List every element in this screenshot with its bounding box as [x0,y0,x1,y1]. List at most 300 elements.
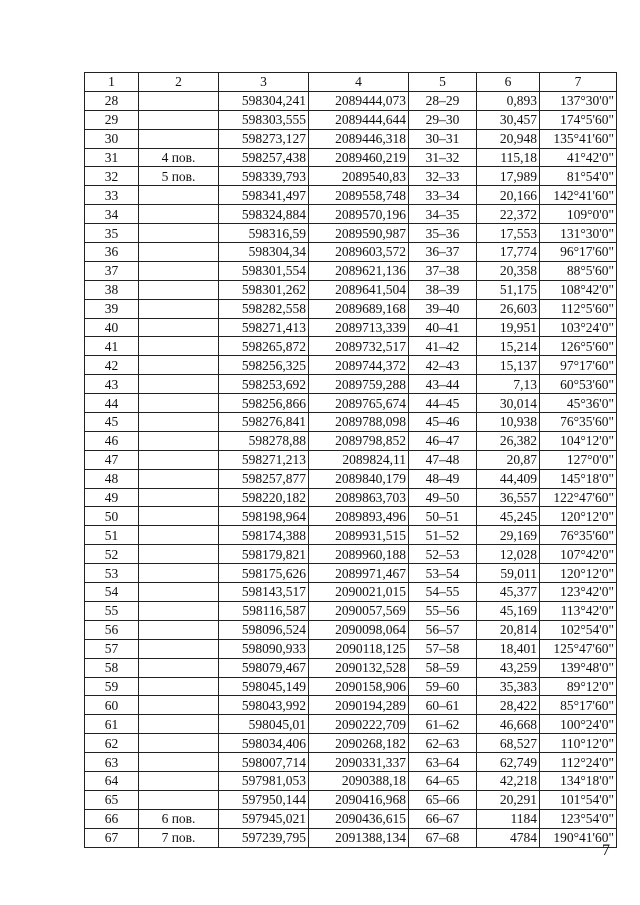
coord-y-cell: 2089960,188 [309,545,409,564]
coord-x-cell: 597950,144 [219,790,309,809]
point-number-cell: 55 [85,601,139,620]
point-number-cell: 34 [85,205,139,224]
segment-length-cell: 36,557 [477,488,540,507]
segment-length-cell: 20,948 [477,129,540,148]
coord-x-cell: 598034,406 [219,734,309,753]
table-row [85,243,617,262]
point-number-cell: 53 [85,564,139,583]
point-number-cell: 46 [85,431,139,450]
point-number-cell: 40 [85,318,139,337]
point-note-cell [139,110,219,129]
point-note-cell [139,753,219,772]
point-note-cell [139,91,219,110]
table-row [85,620,617,639]
point-note-cell [139,677,219,696]
segment-cell: 63–64 [409,753,477,772]
direction-angle-cell: 142°41'60" [540,186,617,205]
direction-angle-cell: 120°12'0" [540,507,617,526]
table-row [85,790,617,809]
point-number-cell: 28 [85,91,139,110]
point-number-cell: 57 [85,639,139,658]
coord-x-cell: 598304,241 [219,91,309,110]
coord-y-cell: 2089744,372 [309,356,409,375]
point-note-cell: 4 пов. [139,148,219,167]
direction-angle-cell: 135°41'60" [540,129,617,148]
direction-angle-cell: 137°30'0" [540,91,617,110]
coord-x-cell: 598143,517 [219,583,309,602]
direction-angle-cell: 88°5'60" [540,261,617,280]
segment-cell: 56–57 [409,620,477,639]
coord-x-cell: 598276,841 [219,413,309,432]
segment-cell: 28–29 [409,91,477,110]
point-note-cell [139,431,219,450]
coordinates-table [84,72,617,848]
segment-length-cell: 17,553 [477,224,540,243]
coord-y-cell: 2089540,83 [309,167,409,186]
point-note-cell [139,129,219,148]
header-cell-3: 3 [219,73,309,92]
coord-x-cell: 598116,587 [219,601,309,620]
table-row [85,583,617,602]
segment-length-cell: 1184 [477,809,540,828]
table-row [85,696,617,715]
coord-x-cell: 597945,021 [219,809,309,828]
segment-length-cell: 20,87 [477,450,540,469]
coord-x-cell: 598324,884 [219,205,309,224]
segment-cell: 45–46 [409,413,477,432]
direction-angle-cell: 112°24'0" [540,753,617,772]
point-note-cell [139,601,219,620]
direction-angle-cell: 104°12'0" [540,431,617,450]
point-note-cell [139,469,219,488]
table-row [85,828,617,847]
coord-y-cell: 2090194,289 [309,696,409,715]
segment-cell: 36–37 [409,243,477,262]
coord-x-cell: 598257,438 [219,148,309,167]
table-row [85,601,617,620]
direction-angle-cell: 190°41'60" [540,828,617,847]
point-note-cell [139,261,219,280]
page-number: 7 [602,842,610,859]
segment-cell: 65–66 [409,790,477,809]
segment-length-cell: 7,13 [477,375,540,394]
point-number-cell: 50 [85,507,139,526]
segment-cell: 57–58 [409,639,477,658]
coord-y-cell: 2090222,709 [309,715,409,734]
coord-x-cell: 598316,59 [219,224,309,243]
coord-y-cell: 2089590,987 [309,224,409,243]
segment-cell: 60–61 [409,696,477,715]
segment-length-cell: 0,893 [477,91,540,110]
point-number-cell: 37 [85,261,139,280]
coord-y-cell: 2090021,015 [309,583,409,602]
point-note-cell [139,545,219,564]
segment-length-cell: 17,774 [477,243,540,262]
direction-angle-cell: 131°30'0" [540,224,617,243]
table-row [85,413,617,432]
point-number-cell: 44 [85,394,139,413]
coord-x-cell: 598256,325 [219,356,309,375]
direction-angle-cell: 76°35'60" [540,413,617,432]
point-number-cell: 47 [85,450,139,469]
segment-length-cell: 30,014 [477,394,540,413]
table-body [85,73,617,848]
segment-cell: 43–44 [409,375,477,394]
point-note-cell [139,186,219,205]
header-cell-7: 7 [540,73,617,92]
point-note-cell [139,583,219,602]
direction-angle-cell: 96°17'60" [540,243,617,262]
point-note-cell: 7 пов. [139,828,219,847]
coord-y-cell: 2089570,196 [309,205,409,224]
point-number-cell: 38 [85,280,139,299]
table-row [85,375,617,394]
point-note-cell [139,620,219,639]
point-number-cell: 65 [85,790,139,809]
point-number-cell: 67 [85,828,139,847]
segment-length-cell: 19,951 [477,318,540,337]
point-number-cell: 49 [85,488,139,507]
segment-length-cell: 45,377 [477,583,540,602]
point-note-cell [139,337,219,356]
segment-cell: 61–62 [409,715,477,734]
point-number-cell: 43 [85,375,139,394]
segment-length-cell: 20,358 [477,261,540,280]
coord-y-cell: 2090331,337 [309,753,409,772]
table-row [85,337,617,356]
segment-length-cell: 45,245 [477,507,540,526]
segment-length-cell: 20,814 [477,620,540,639]
coord-x-cell: 598045,01 [219,715,309,734]
point-note-cell [139,450,219,469]
table-row [85,129,617,148]
table-row [85,280,617,299]
point-number-cell: 52 [85,545,139,564]
direction-angle-cell: 108°42'0" [540,280,617,299]
coord-y-cell: 2090057,569 [309,601,409,620]
point-number-cell: 54 [85,583,139,602]
table-row [85,526,617,545]
segment-length-cell: 20,291 [477,790,540,809]
direction-angle-cell: 76°35'60" [540,526,617,545]
coord-y-cell: 2089824,11 [309,450,409,469]
point-number-cell: 35 [85,224,139,243]
segment-length-cell: 18,401 [477,639,540,658]
segment-cell: 34–35 [409,205,477,224]
segment-cell: 41–42 [409,337,477,356]
coord-y-cell: 2089444,644 [309,110,409,129]
header-cell-2: 2 [139,73,219,92]
table-row [85,809,617,828]
direction-angle-cell: 123°42'0" [540,583,617,602]
segment-length-cell: 15,214 [477,337,540,356]
coord-x-cell: 598278,88 [219,431,309,450]
segment-cell: 30–31 [409,129,477,148]
point-number-cell: 63 [85,753,139,772]
coord-y-cell: 2089840,179 [309,469,409,488]
coord-x-cell: 598265,872 [219,337,309,356]
coord-x-cell: 598253,692 [219,375,309,394]
coord-x-cell: 597981,053 [219,771,309,790]
point-number-cell: 60 [85,696,139,715]
table-row [85,110,617,129]
coord-x-cell: 598303,555 [219,110,309,129]
direction-angle-cell: 107°42'0" [540,545,617,564]
table-row [85,715,617,734]
table-row [85,394,617,413]
direction-angle-cell: 139°48'0" [540,658,617,677]
coord-x-cell: 598174,388 [219,526,309,545]
table-row [85,224,617,243]
segment-length-cell: 30,457 [477,110,540,129]
segment-length-cell: 29,169 [477,526,540,545]
segment-cell: 53–54 [409,564,477,583]
direction-angle-cell: 109°0'0" [540,205,617,224]
coord-x-cell: 598271,213 [219,450,309,469]
table-row [85,318,617,337]
segment-cell: 58–59 [409,658,477,677]
table-row [85,167,617,186]
header-cell-1: 1 [85,73,139,92]
point-number-cell: 61 [85,715,139,734]
segment-cell: 32–33 [409,167,477,186]
segment-length-cell: 44,409 [477,469,540,488]
table-row [85,507,617,526]
segment-length-cell: 26,382 [477,431,540,450]
direction-angle-cell: 113°42'0" [540,601,617,620]
direction-angle-cell: 103°24'0" [540,318,617,337]
direction-angle-cell: 122°47'60" [540,488,617,507]
coord-y-cell: 2090388,18 [309,771,409,790]
coord-x-cell: 598220,182 [219,488,309,507]
coord-y-cell: 2089788,098 [309,413,409,432]
table-row [85,431,617,450]
point-number-cell: 31 [85,148,139,167]
table-row [85,734,617,753]
coord-x-cell: 598007,714 [219,753,309,772]
table-row [85,564,617,583]
point-number-cell: 39 [85,299,139,318]
coord-y-cell: 2089444,073 [309,91,409,110]
direction-angle-cell: 127°0'0" [540,450,617,469]
table-row [85,450,617,469]
coord-x-cell: 598079,467 [219,658,309,677]
table-row [85,356,617,375]
point-number-cell: 45 [85,413,139,432]
coord-x-cell: 598045,149 [219,677,309,696]
coord-y-cell: 2091388,134 [309,828,409,847]
segment-cell: 66–67 [409,809,477,828]
point-number-cell: 30 [85,129,139,148]
table-row [85,545,617,564]
point-note-cell [139,488,219,507]
point-number-cell: 42 [85,356,139,375]
point-note-cell [139,356,219,375]
segment-cell: 44–45 [409,394,477,413]
table-row [85,261,617,280]
segment-cell: 35–36 [409,224,477,243]
segment-length-cell: 46,668 [477,715,540,734]
coord-y-cell: 2089689,168 [309,299,409,318]
segment-length-cell: 26,603 [477,299,540,318]
segment-length-cell: 17,989 [477,167,540,186]
point-note-cell: 6 пов. [139,809,219,828]
table-row [85,205,617,224]
segment-length-cell: 51,175 [477,280,540,299]
segment-cell: 46–47 [409,431,477,450]
coord-x-cell: 598341,497 [219,186,309,205]
point-note-cell [139,413,219,432]
segment-length-cell: 12,028 [477,545,540,564]
point-number-cell: 29 [85,110,139,129]
point-note-cell [139,224,219,243]
coord-x-cell: 598096,524 [219,620,309,639]
coord-x-cell: 598043,992 [219,696,309,715]
point-note-cell [139,526,219,545]
point-note-cell [139,715,219,734]
table-row [85,148,617,167]
direction-angle-cell: 126°5'60" [540,337,617,356]
point-note-cell [139,771,219,790]
segment-length-cell: 20,166 [477,186,540,205]
table-row [85,771,617,790]
coord-y-cell: 2089460,219 [309,148,409,167]
segment-length-cell: 43,259 [477,658,540,677]
coord-y-cell: 2089971,467 [309,564,409,583]
direction-angle-cell: 120°12'0" [540,564,617,583]
segment-cell: 55–56 [409,601,477,620]
direction-angle-cell: 45°36'0" [540,394,617,413]
segment-length-cell: 42,218 [477,771,540,790]
point-note-cell [139,696,219,715]
direction-angle-cell: 110°12'0" [540,734,617,753]
coord-y-cell: 2089621,136 [309,261,409,280]
coord-y-cell: 2089641,504 [309,280,409,299]
segment-length-cell: 35,383 [477,677,540,696]
point-number-cell: 58 [85,658,139,677]
direction-angle-cell: 125°47'60" [540,639,617,658]
coord-x-cell: 598282,558 [219,299,309,318]
point-note-cell: 5 пов. [139,167,219,186]
point-note-cell [139,318,219,337]
table-row [85,469,617,488]
segment-length-cell: 62,749 [477,753,540,772]
coord-x-cell: 598257,877 [219,469,309,488]
segment-length-cell: 28,422 [477,696,540,715]
coord-y-cell: 2090416,968 [309,790,409,809]
segment-length-cell: 45,169 [477,601,540,620]
segment-cell: 51–52 [409,526,477,545]
point-note-cell [139,734,219,753]
point-number-cell: 56 [85,620,139,639]
segment-cell: 50–51 [409,507,477,526]
point-note-cell [139,243,219,262]
segment-length-cell: 22,372 [477,205,540,224]
coord-y-cell: 2090098,064 [309,620,409,639]
coord-y-cell: 2089765,674 [309,394,409,413]
point-number-cell: 66 [85,809,139,828]
segment-cell: 29–30 [409,110,477,129]
segment-cell: 54–55 [409,583,477,602]
coord-x-cell: 597239,795 [219,828,309,847]
segment-cell: 67–68 [409,828,477,847]
direction-angle-cell: 123°54'0" [540,809,617,828]
coord-y-cell: 2089893,496 [309,507,409,526]
coord-x-cell: 598339,793 [219,167,309,186]
coord-y-cell: 2089446,318 [309,129,409,148]
point-number-cell: 41 [85,337,139,356]
table-row [85,488,617,507]
segment-cell: 47–48 [409,450,477,469]
segment-cell: 52–53 [409,545,477,564]
segment-cell: 31–32 [409,148,477,167]
point-number-cell: 51 [85,526,139,545]
coord-x-cell: 598301,554 [219,261,309,280]
table-row [85,639,617,658]
segment-cell: 38–39 [409,280,477,299]
direction-angle-cell: 85°17'60" [540,696,617,715]
segment-length-cell: 4784 [477,828,540,847]
coord-y-cell: 2090268,182 [309,734,409,753]
table-header-row [85,73,617,92]
point-number-cell: 48 [85,469,139,488]
table-row [85,299,617,318]
coord-x-cell: 598198,964 [219,507,309,526]
direction-angle-cell: 134°18'0" [540,771,617,790]
table-row [85,658,617,677]
coord-y-cell: 2089732,517 [309,337,409,356]
coord-y-cell: 2089713,339 [309,318,409,337]
coord-x-cell: 598301,262 [219,280,309,299]
coord-y-cell: 2089558,748 [309,186,409,205]
table-row [85,186,617,205]
coord-y-cell: 2089931,515 [309,526,409,545]
segment-length-cell: 115,18 [477,148,540,167]
direction-angle-cell: 101°54'0" [540,790,617,809]
direction-angle-cell: 102°54'0" [540,620,617,639]
segment-cell: 64–65 [409,771,477,790]
direction-angle-cell: 60°53'60" [540,375,617,394]
segment-length-cell: 68,527 [477,734,540,753]
point-number-cell: 59 [85,677,139,696]
point-note-cell [139,280,219,299]
segment-cell: 42–43 [409,356,477,375]
table-row [85,753,617,772]
coord-x-cell: 598271,413 [219,318,309,337]
coord-x-cell: 598179,821 [219,545,309,564]
point-note-cell [139,564,219,583]
direction-angle-cell: 41°42'0" [540,148,617,167]
segment-cell: 37–38 [409,261,477,280]
point-note-cell [139,507,219,526]
point-number-cell: 33 [85,186,139,205]
segment-cell: 59–60 [409,677,477,696]
segment-length-cell: 10,938 [477,413,540,432]
segment-cell: 48–49 [409,469,477,488]
point-note-cell [139,205,219,224]
direction-angle-cell: 81°54'0" [540,167,617,186]
direction-angle-cell: 145°18'0" [540,469,617,488]
segment-cell: 33–34 [409,186,477,205]
segment-cell: 62–63 [409,734,477,753]
coord-y-cell: 2089603,572 [309,243,409,262]
coord-y-cell: 2090436,615 [309,809,409,828]
coord-y-cell: 2089863,703 [309,488,409,507]
table-row [85,91,617,110]
point-note-cell [139,658,219,677]
point-note-cell [139,299,219,318]
coord-y-cell: 2090132,528 [309,658,409,677]
